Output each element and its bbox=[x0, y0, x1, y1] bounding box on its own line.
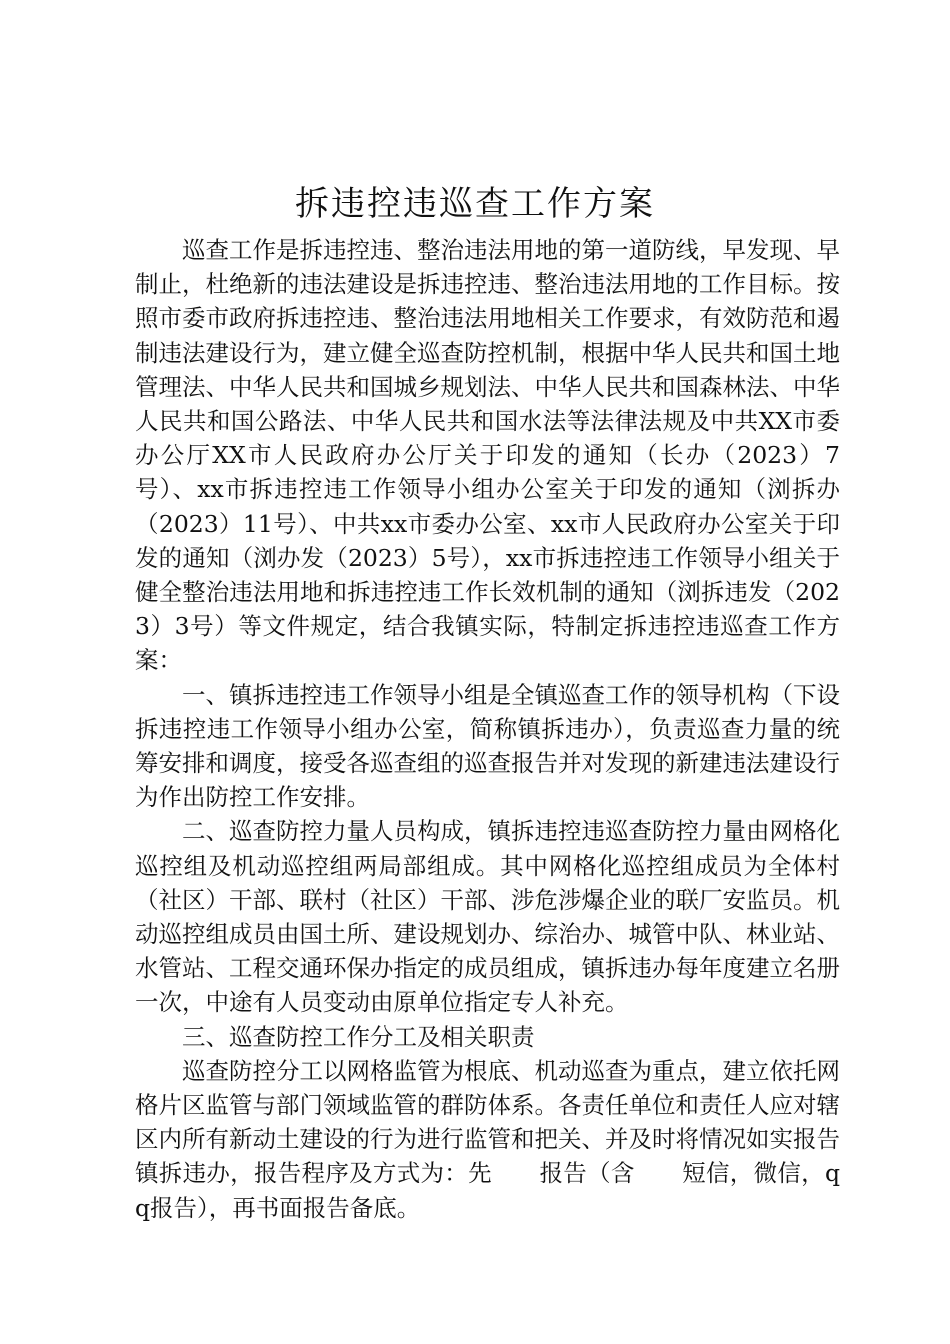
section-two-paragraph: 二、巡查防控力量人员构成，镇拆违控违巡查防控力量由网格化巡控组及机动巡控组两局部组成。其中网格化巡控组成员为全体村（社区）干部、联村（社区）干部、涉危涉爆企业的联厂安监员。机动巡控组成员由国土所、建设规划办、综治办、城管中队、林业站、水管站、工程交通环保办指定的成员组成，镇拆违办每年度建立名册一次，中途有人员变动由原单位指定专人补充。 bbox=[135, 817, 840, 1017]
document-title: 拆违控违巡查工作方案 bbox=[295, 184, 655, 224]
section-three-heading: 三、巡查防控工作分工及相关职责 bbox=[182, 1022, 535, 1051]
section-three-paragraph: 巡查防控分工以网格监管为根底、机动巡查为重点，建立依托网格片区监管与部门领域监管的群防体系。各责任单位和责任人应对辖区内所有新动土建设的行为进行监管和把关、并及时将情况如实报告镇拆违办，报告程序及方式为：先 报告（含 短信，微信，qq报告），再书面报告备底。 bbox=[135, 1056, 840, 1222]
section-one-paragraph: 一、镇拆违控违工作领导小组是全镇巡查工作的领导机构（下设拆违控违工作领导小组办公室，简称镇拆违办），负责巡查力量的统筹安排和调度，接受各巡查组的巡查报告并对发现的新建违法建设行为作出防控工作安排。 bbox=[135, 680, 840, 812]
intro-paragraph: 巡查工作是拆违控违、整治违法用地的第一道防线，早发现、早制止，杜绝新的违法建设是拆违控违、整治违法用地的工作目标。按照市委市政府拆违控违、整治违法用地相关工作要求，有效防范和遏制违法建设行为，建立健全巡查防控机制，根据中华人民共和国土地管理法、中华人民共和国城乡规划法、中华人民共和国森林法、中华人民共和国公路法、中华人民共和国水法等法律法规及中共XX市委办公厅XX市人民政府办公厅关于印发的通知（长办（2023）7号）、xx市拆违控违工作领导小组办公室关于印发的通知（浏拆办（2023）11号）、中共xx市委办公室、xx市人民政府办公室关于印发的通知（浏办发（2023）5号），xx市拆违控违工作领导小组关于健全整治违法用地和拆违控违工作长效机制的通知（浏拆违发（2023）3号）等文件规定，结合我镇实际，特制定拆违控违巡查工作方案： bbox=[135, 236, 840, 675]
document-body bbox=[135, 233, 840, 1225]
